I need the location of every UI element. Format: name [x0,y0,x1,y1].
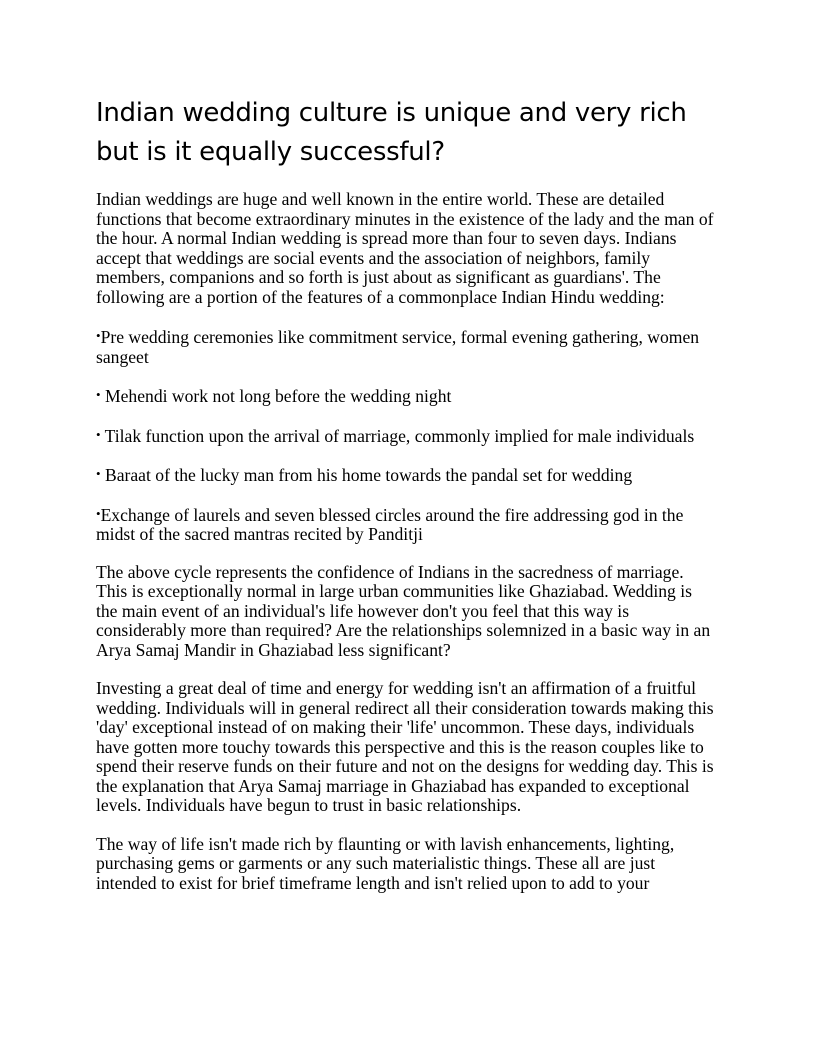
page-title: Indian wedding culture is unique and very rich but is it equally successful? [96,98,687,167]
list-item [96,504,716,545]
body-paragraph-3: The way of life isn't made rich by flaunting or with lavish enhancements, lighting, purchasing gems or garments or any such materialistic things. These all are just intended to exist for brief timeframe length and isn't relied upon to add to your [96,833,675,893]
intro-paragraph: Indian weddings are huge and well known in the entire world. These are detailed functions that become extraordinary minutes in the existence of the lady and the man of the hour. A normal Indian wedding is spread more than four to seven days. Indians accept that weddings are social events and the association of neighbors, family members, companions and so forth is just about as significant as guardians'. The following are a portion of the features of a commonplace Indian Hindu wedding: [96,189,714,307]
document-page [96,94,716,912]
bullet-icon: • [96,505,101,521]
body-paragraph-2: Investing a great deal of time and energy for wedding isn't an affirmation of a fruitful wedding. Individuals will in general redirect all their consideration towards making this 'day' exceptional instead of on making their 'life' uncommon. These days, individuals have gotten more touchy towards this perspective and this is the reason couples like to spend their reserve funds on their future and not on the designs for wedding day. This is the explanation that Arya Samaj marriage in Ghaziabad has expanded to exceptional levels. Individuals have begun to trust in basic relationships. [96,678,714,815]
feature-list [96,326,716,545]
list-item-text: Tilak function upon the arrival of marriage, commonly implied for male individuals [100,425,695,446]
list-item [96,464,716,486]
body-paragraph-1: The above cycle represents the confidence of Indians in the sacredness of marriage. This is exceptionally normal in large urban communities like Ghaziabad. Wedding is the main event of an individual's life however don't you feel that this way is considerably more than required? Are the relationships solemnized in a basic way in an Arya Samaj Mandir in Ghaziabad less significant? [96,561,711,660]
bullet-icon: • [96,328,101,343]
list-item [96,425,716,447]
bullet-icon: • [96,466,101,481]
list-item-text: Pre wedding ceremonies like commitment service, formal evening gathering, women sangeet [96,327,700,367]
list-item [96,326,716,367]
list-item [96,385,716,407]
list-item-text: Baraat of the lucky man from his home towards the pandal set for wedding [100,465,633,485]
list-item-text: Exchange of laurels and seven blessed circles around the fire addressing god in the midst of the sacred mantras recited by Panditji [96,504,684,544]
bullet-icon: • [96,387,101,402]
list-item-text: Mehendi work not long before the wedding night [100,386,452,406]
bullet-icon: • [96,426,101,442]
